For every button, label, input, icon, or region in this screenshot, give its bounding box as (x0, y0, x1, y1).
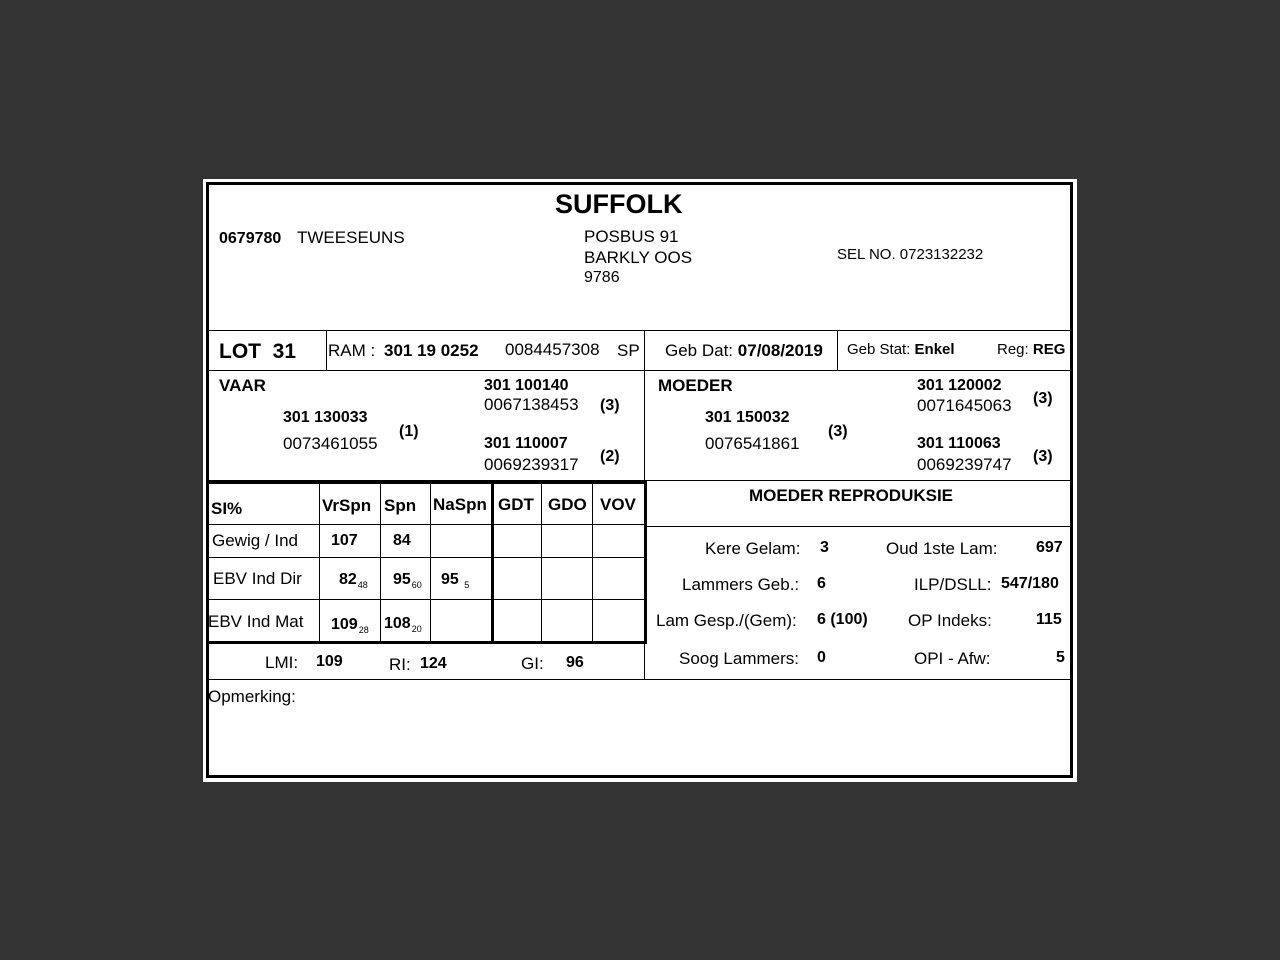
ebv-dir-spn-sub: 60 (411, 580, 422, 590)
ri-label: RI: (389, 655, 411, 674)
vrspn-header: VrSpn (322, 496, 372, 515)
sire-sire-reg-number: 0067138453 (484, 395, 579, 414)
sire-label: VAAR (219, 376, 266, 395)
ebv-mat-vrspn: 109 (331, 616, 358, 633)
sire-dam-reg-number: 0069239317 (484, 455, 579, 474)
address-postcode: 9786 (584, 269, 620, 286)
ebv-mat-vrspn-sub: 28 (358, 625, 369, 635)
ri-value: 124 (420, 655, 447, 672)
dam-id: 301 150032 (705, 409, 790, 426)
lot-label: LOT (219, 340, 261, 363)
gebore-label: Lammers Geb.: (682, 575, 800, 594)
gi-label: GI: (521, 654, 544, 673)
ram-suffix: SP (617, 341, 640, 360)
row-label-gewig: Gewig / Ind (212, 531, 298, 550)
address-line2: BARKLY OOS (584, 248, 693, 267)
spn-header: Spn (384, 496, 417, 515)
address-line1: POSBUS 91 (584, 227, 679, 246)
kere-value: 3 (820, 539, 829, 556)
ebv-dir-vrspn: 82 (339, 571, 357, 588)
gewig-vrspn: 107 (331, 532, 358, 549)
naspn-header: NaSpn (433, 495, 487, 514)
dam-label: MOEDER (658, 376, 733, 395)
remarks-label: Opmerking: (208, 687, 296, 706)
opi-value: 115 (1036, 611, 1062, 628)
ram-label: RAM : (328, 341, 376, 360)
birth-date: 07/08/2019 (737, 341, 823, 360)
sale-card (203, 179, 1077, 782)
si-header: SI% (211, 499, 243, 518)
gdt-header: GDT (498, 495, 534, 514)
opi-label: OP Indeks: (908, 611, 992, 630)
oud-value: 697 (1036, 539, 1063, 556)
lmi-value: 109 (316, 653, 343, 670)
row-label-ebv-mat: EBV Ind Mat (208, 612, 304, 631)
ebv-mat-spn-sub: 20 (411, 624, 422, 634)
ram-id: 301 19 0252 (384, 341, 479, 360)
ram-reg-number: 0084457308 (505, 340, 600, 359)
gewig-spn: 84 (393, 532, 411, 549)
gebore-value: 6 (817, 575, 826, 592)
phone-number: SEL NO. 0723132232 (837, 246, 984, 263)
soog-label: Soog Lammers: (679, 649, 799, 668)
ebv-dir-vrspn-sub: 48 (357, 580, 368, 590)
ilp-label: ILP/DSLL: (914, 575, 992, 594)
vov-header: VOV (600, 495, 636, 514)
owner-number: 0679780 (219, 230, 282, 247)
lot-number: 31 (272, 340, 297, 363)
sire-code: (1) (399, 423, 419, 440)
sire-reg-number: 0073461055 (283, 434, 378, 453)
dam-sire-code: (3) (1033, 390, 1053, 407)
sire-id: 301 130033 (283, 409, 368, 426)
dam-dam-code: (3) (1033, 448, 1053, 465)
gesp-value: 6 (100) (817, 611, 868, 628)
ebv-dir-naspn: 95 (441, 571, 459, 588)
afw-value: 5 (1056, 649, 1065, 666)
dam-sire-reg-number: 0071645063 (917, 396, 1012, 415)
reg-label: Reg: (997, 341, 1029, 358)
gdo-header: GDO (548, 495, 587, 514)
soog-value: 0 (817, 649, 826, 666)
dam-sire-id: 301 120002 (917, 377, 1002, 394)
ebv-dir-naspn-sub: 5 (464, 580, 470, 590)
owner-name: TWEESEUNS (297, 228, 405, 247)
sire-sire-id: 301 100140 (484, 377, 569, 394)
birth-status: Enkel (914, 341, 955, 358)
birth-date-label: Geb Dat: (665, 341, 734, 360)
row-label-ebv-dir: EBV Ind Dir (213, 569, 302, 588)
sire-dam-id: 301 110007 (484, 435, 568, 452)
gesp-label: Lam Gesp./(Gem): (656, 611, 797, 630)
lmi-label: LMI: (265, 653, 299, 672)
ebv-dir-spn: 95 (393, 571, 411, 588)
reg-value: REG (1032, 341, 1066, 358)
sire-sire-code: (3) (600, 397, 620, 414)
dam-dam-id: 301 110063 (917, 435, 1001, 452)
ilp-value: 547/180 (1001, 575, 1059, 592)
breed-title: SUFFOLK (555, 189, 683, 219)
birth-status-label: Geb Stat: (847, 341, 911, 358)
sire-dam-code: (2) (600, 448, 620, 465)
afw-label: OPI - Afw: (914, 649, 991, 668)
kere-label: Kere Gelam: (705, 539, 801, 558)
gi-value: 96 (566, 654, 584, 671)
oud-label: Oud 1ste Lam: (886, 539, 998, 558)
repro-title: MOEDER REPRODUKSIE (749, 486, 954, 505)
dam-dam-reg-number: 0069239747 (917, 455, 1012, 474)
dam-code: (3) (828, 423, 848, 440)
ebv-mat-spn: 108 (384, 615, 411, 632)
dam-reg-number: 0076541861 (705, 434, 800, 453)
